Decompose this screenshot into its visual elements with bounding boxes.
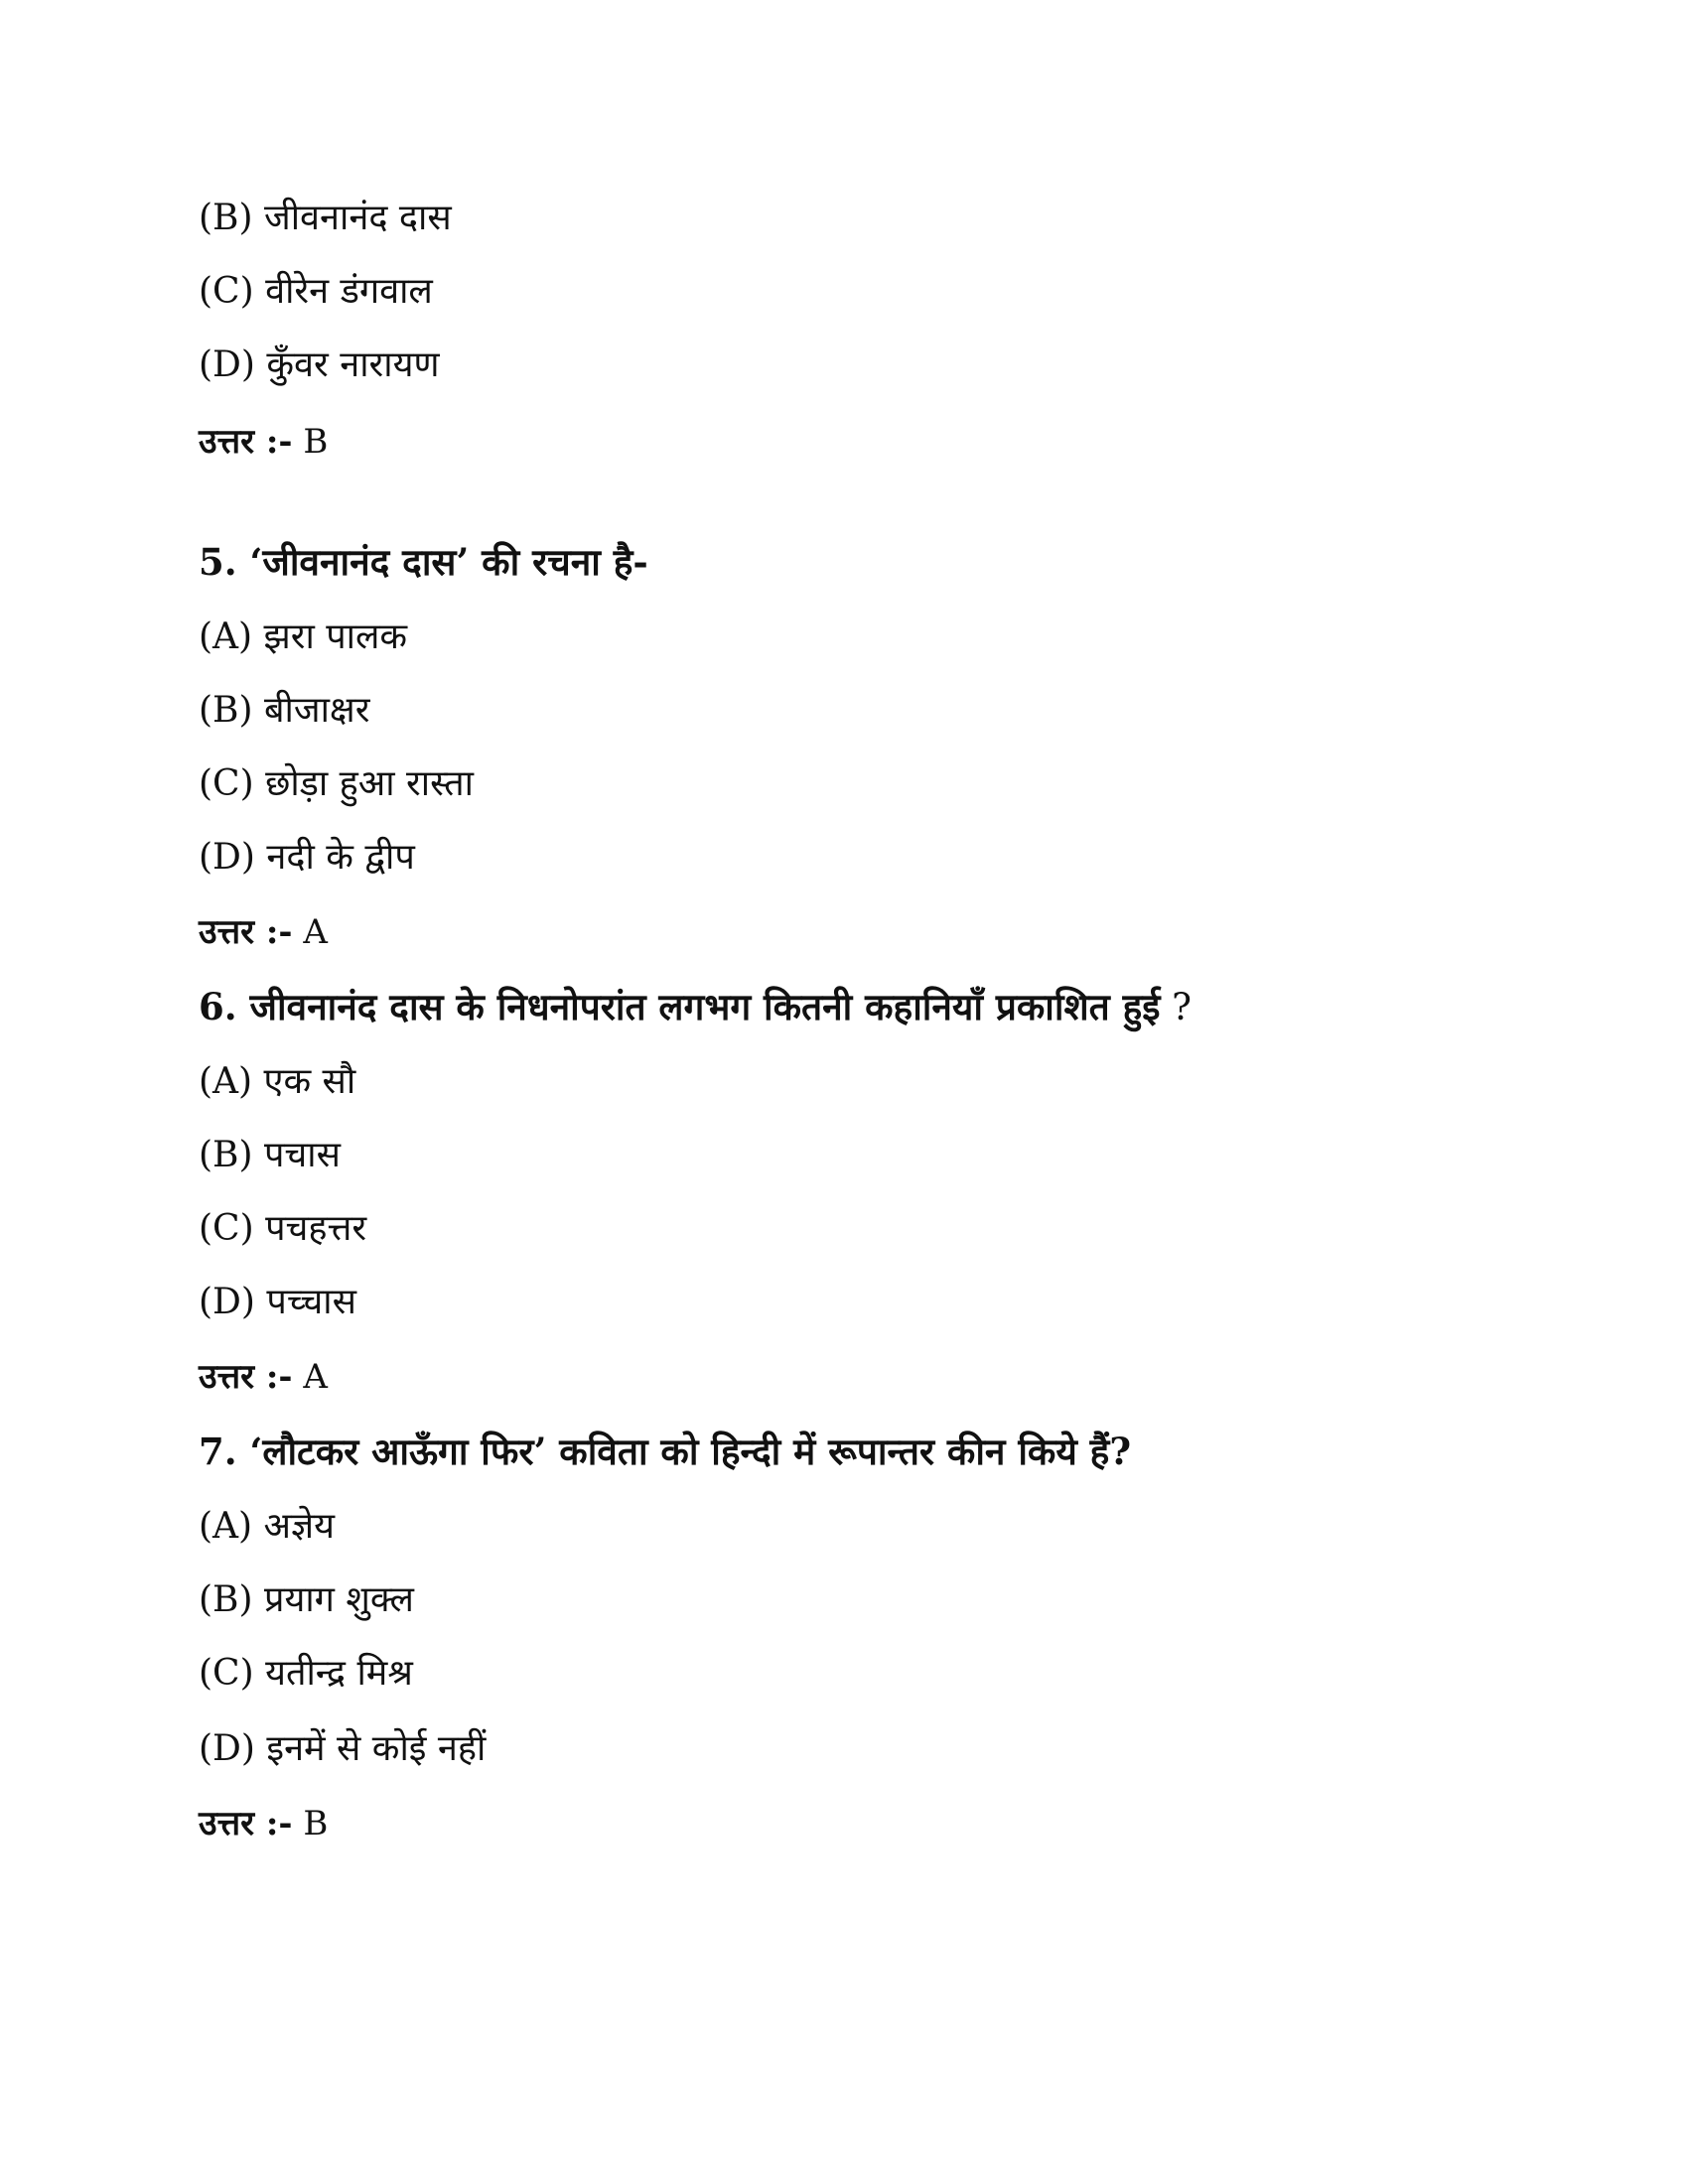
option-d: (D) पच्चास [199,1282,356,1322]
option-d: (D) नदी के द्वीप [199,837,415,878]
answer-value: B [303,1804,329,1843]
question-7: 7. ‘लौटकर आऊँगा फिर’ कविता को हिन्दी में रूपान्तर कीन किये हैं? [199,1430,1132,1473]
answer-label: उत्तर :- [199,1804,293,1843]
answer-value: A [303,912,328,952]
option-b: (B) प्रयाग शुक्ल [199,1579,414,1620]
option-a: (A) झरा पालक [199,616,408,657]
question-6 [199,985,1193,1028]
option-b: (B) जीवनानंद दास [199,198,452,238]
answer-label: उत्तर :- [199,422,293,462]
question-6-text: 6. जीवनानंद दास के निधनोपरांत लगभग कितनी कहानियाँ प्रकाशित हुई [199,985,1161,1028]
option-b: (B) पचास [199,1135,341,1175]
answer-line [199,422,329,462]
question-mark: ? [1160,986,1193,1028]
option-d: (D) कुँवर नारायण [199,344,440,385]
option-b: (B) बीजाक्षर [199,690,370,731]
answer-value: B [303,422,329,462]
answer-line [199,1357,328,1397]
answer-line [199,1804,329,1843]
option-d: (D) इनमें से कोई नहीं [199,1728,487,1769]
option-a: (A) अज्ञेय [199,1506,335,1547]
option-c: (C) वीरेन डंगवाल [199,271,433,312]
option-c: (C) यतीन्द्र मिश्र [199,1653,413,1694]
answer-label: उत्तर :- [199,1357,293,1397]
question-5: 5. ‘जीवनानंद दास’ की रचना है- [199,540,648,584]
option-a: (A) एक सौ [199,1061,356,1102]
option-c: (C) छोड़ा हुआ रास्ता [199,763,474,804]
answer-label: उत्तर :- [199,912,293,952]
option-c: (C) पचहत्तर [199,1208,367,1249]
answer-line [199,912,328,952]
answer-value: A [303,1357,328,1397]
